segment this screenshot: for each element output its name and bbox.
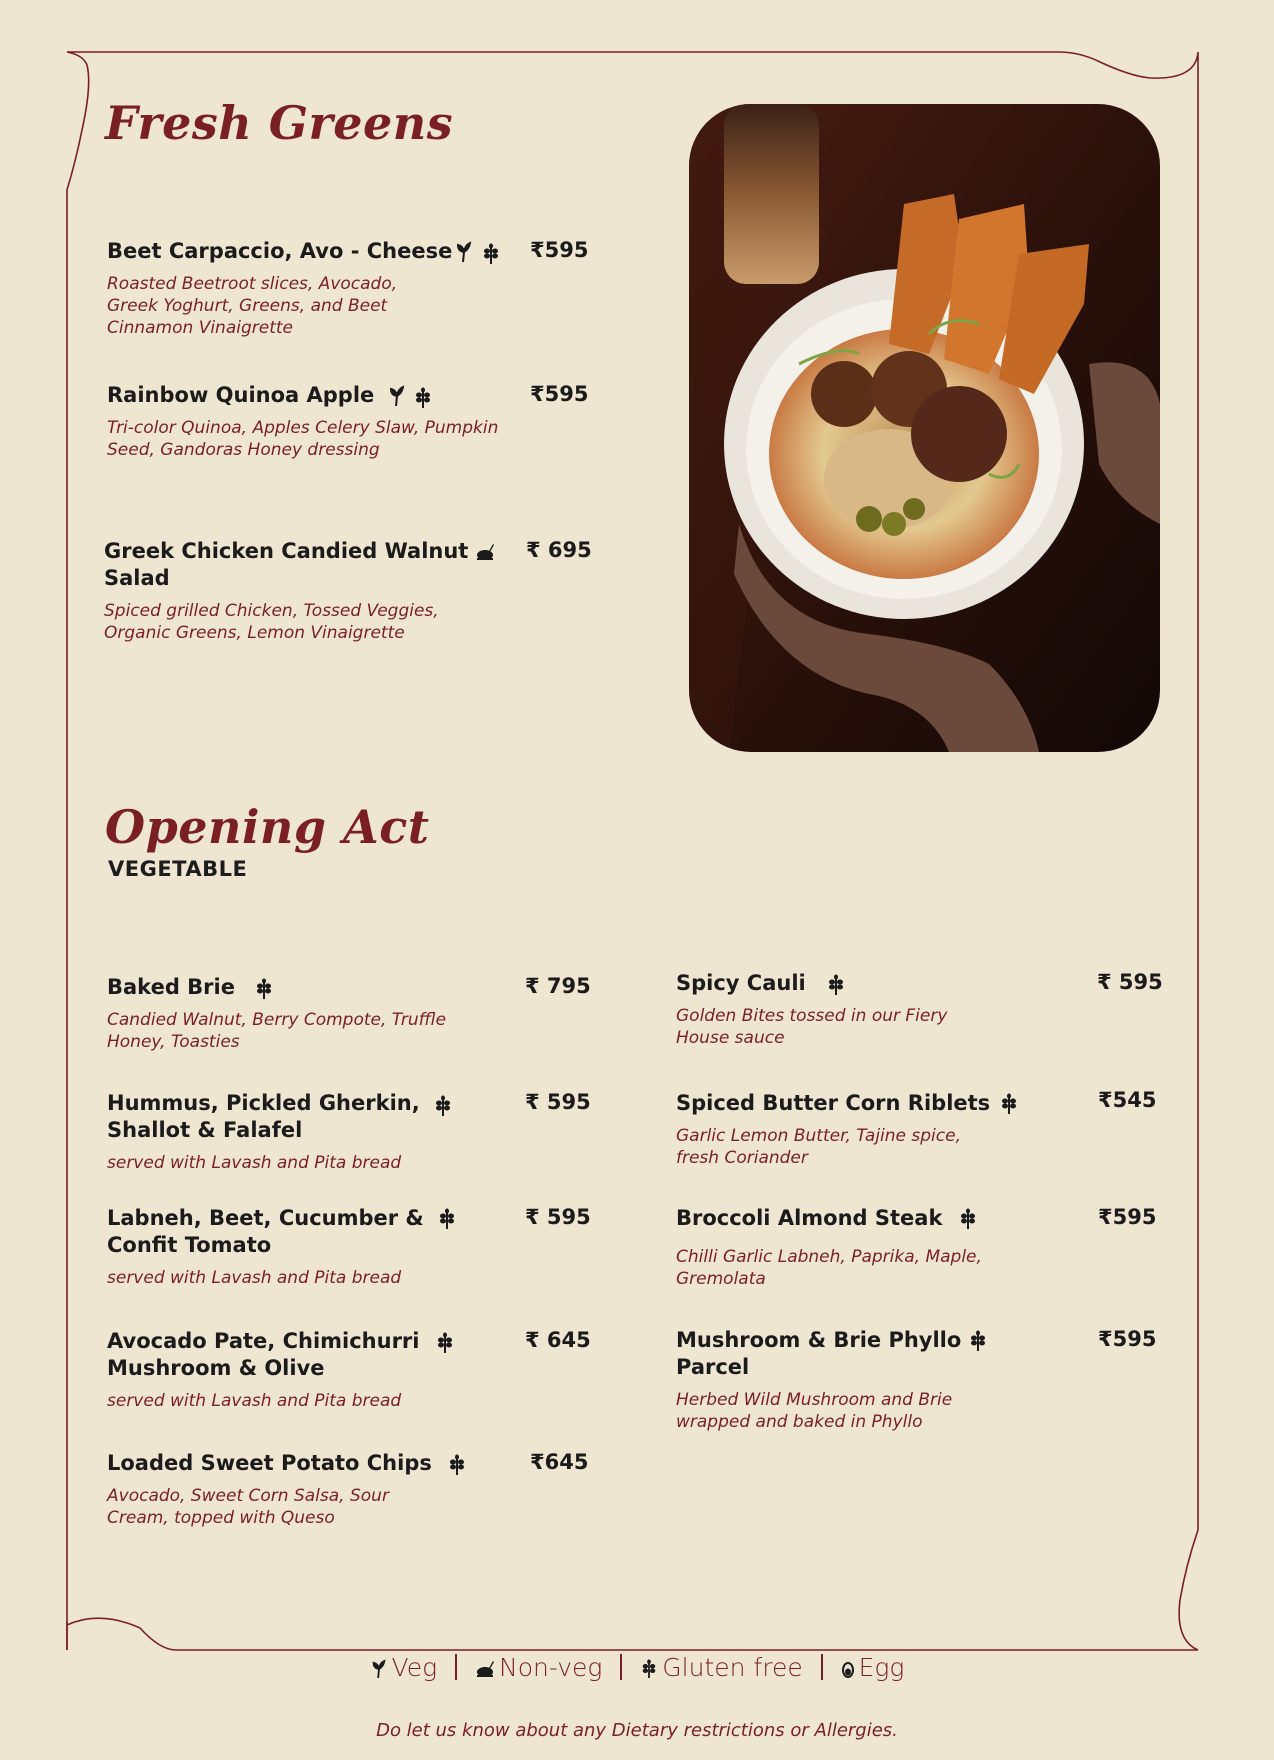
legend-egg bbox=[841, 1653, 905, 1682]
legend-gluten-free-label: Gluten free bbox=[662, 1652, 803, 1682]
gluten-free-icon bbox=[826, 974, 846, 996]
menu-item-hummus bbox=[107, 1090, 427, 1174]
gluten-free-icon bbox=[437, 1208, 457, 1230]
menu-item-labneh bbox=[107, 1205, 427, 1289]
item-name: Labneh, Beet, Cucumber & Confit Tomato bbox=[107, 1206, 424, 1257]
gluten-free-icon bbox=[254, 978, 274, 1000]
item-name: Greek Chicken Candied Walnut Salad bbox=[104, 539, 469, 590]
item-name: Broccoli Almond Steak bbox=[676, 1206, 943, 1230]
legend-non-veg bbox=[475, 1653, 602, 1682]
menu-item-mushroom-brie-phyllo bbox=[676, 1327, 976, 1433]
item-price: ₹595 bbox=[1098, 1205, 1157, 1229]
item-description: Avocado, Sweet Corn Salsa, Sour Cream, topped with Queso bbox=[107, 1486, 389, 1528]
legend-non-veg-label: Non-veg bbox=[499, 1652, 603, 1682]
item-price: ₹ 795 bbox=[525, 974, 591, 998]
menu-item-rainbow-quinoa bbox=[107, 382, 507, 461]
item-description: served with Lavash and Pita bread bbox=[107, 1268, 402, 1288]
item-description: Candied Walnut, Berry Compote, Truffle Honey, Toasties bbox=[107, 1010, 447, 1052]
item-name: Spicy Cauli bbox=[676, 971, 806, 995]
item-description: Garlic Lemon Butter, Tajine spice, fresh Coriander bbox=[676, 1126, 961, 1168]
menu-item-avocado-pate bbox=[107, 1328, 427, 1412]
item-description: Golden Bites tossed in our Fiery House sauce bbox=[676, 1006, 948, 1048]
legend-gluten-free bbox=[640, 1653, 802, 1682]
legend-divider bbox=[821, 1654, 823, 1680]
item-name: Avocado Pate, Chimichurri Mushroom & Olive bbox=[107, 1329, 420, 1380]
gluten-free-icon bbox=[481, 243, 501, 265]
section-title-opening-act: Opening Act bbox=[105, 800, 430, 854]
item-description: Herbed Wild Mushroom and Brie wrapped and baked in Phyllo bbox=[676, 1390, 953, 1432]
veg-icon bbox=[387, 385, 407, 407]
item-price: ₹ 645 bbox=[525, 1328, 591, 1352]
item-name: Beet Carpaccio, Avo - Cheese bbox=[107, 239, 453, 263]
menu-item-greek-chicken bbox=[104, 538, 474, 644]
item-description: Chilli Garlic Labneh, Paprika, Maple, Gremolata bbox=[676, 1247, 982, 1289]
dietary-legend bbox=[0, 1651, 1274, 1682]
item-price: ₹595 bbox=[530, 238, 589, 262]
item-name: Rainbow Quinoa Apple bbox=[107, 383, 375, 407]
item-price: ₹ 595 bbox=[525, 1090, 591, 1114]
menu-item-beet-carpaccio bbox=[107, 238, 467, 339]
menu-item-baked-brie bbox=[107, 974, 497, 1053]
item-name: Baked Brie bbox=[107, 975, 235, 999]
item-name: Loaded Sweet Potato Chips bbox=[107, 1451, 432, 1475]
gluten-free-icon bbox=[433, 1095, 453, 1117]
item-price: ₹595 bbox=[530, 382, 589, 406]
dietary-restrictions-note: Do let us know about any Dietary restrictions or Allergies. bbox=[376, 1720, 898, 1741]
gluten-free-icon bbox=[435, 1332, 455, 1354]
item-name: Mushroom & Brie Phyllo Parcel bbox=[676, 1328, 962, 1379]
gluten-free-icon bbox=[447, 1454, 467, 1476]
veg-icon bbox=[454, 241, 474, 263]
egg-icon bbox=[841, 1659, 855, 1679]
menu-item-sweet-potato-chips bbox=[107, 1450, 447, 1529]
legend-veg-label: Veg bbox=[391, 1652, 438, 1682]
item-price: ₹545 bbox=[1098, 1088, 1157, 1112]
veg-icon bbox=[370, 1657, 388, 1681]
gluten-free-icon bbox=[413, 387, 433, 409]
legend-veg bbox=[370, 1653, 438, 1682]
item-name: Spiced Butter Corn Riblets bbox=[676, 1091, 991, 1115]
item-description: Tri-color Quinoa, Apples Celery Slaw, Pumpkin Seed, Gandoras Honey dressing bbox=[107, 418, 499, 460]
menu-item-corn-riblets bbox=[676, 1090, 1006, 1169]
gluten-free-icon bbox=[640, 1658, 658, 1680]
legend-egg-label: Egg bbox=[858, 1652, 905, 1682]
food-photo-hummus-falafel bbox=[689, 104, 1160, 752]
item-name: Hummus, Pickled Gherkin, Shallot & Falafel bbox=[107, 1091, 420, 1142]
legend-divider bbox=[620, 1654, 622, 1680]
item-description: Spiced grilled Chicken, Tossed Veggies, Organic Greens, Lemon Vinaigrette bbox=[104, 601, 439, 643]
gluten-free-icon bbox=[999, 1093, 1019, 1115]
item-description: served with Lavash and Pita bread bbox=[107, 1153, 402, 1173]
item-description: Roasted Beetroot slices, Avocado, Greek Yoghurt, Greens, and Beet Cinnamon Vinaigrette bbox=[107, 274, 398, 338]
item-price: ₹ 695 bbox=[526, 538, 592, 562]
gluten-free-icon bbox=[958, 1208, 978, 1230]
section-title-fresh-greens: Fresh Greens bbox=[105, 96, 454, 150]
gluten-free-icon bbox=[968, 1330, 988, 1352]
non-veg-icon bbox=[475, 541, 495, 563]
item-price: ₹ 595 bbox=[525, 1205, 591, 1229]
section-subtitle-vegetable: VEGETABLE bbox=[108, 857, 248, 881]
item-price: ₹595 bbox=[1098, 1327, 1157, 1351]
item-description: served with Lavash and Pita bread bbox=[107, 1391, 402, 1411]
item-price: ₹ 595 bbox=[1097, 970, 1163, 994]
item-price: ₹645 bbox=[530, 1450, 589, 1474]
legend-divider bbox=[455, 1654, 457, 1680]
non-veg-icon bbox=[475, 1658, 495, 1680]
